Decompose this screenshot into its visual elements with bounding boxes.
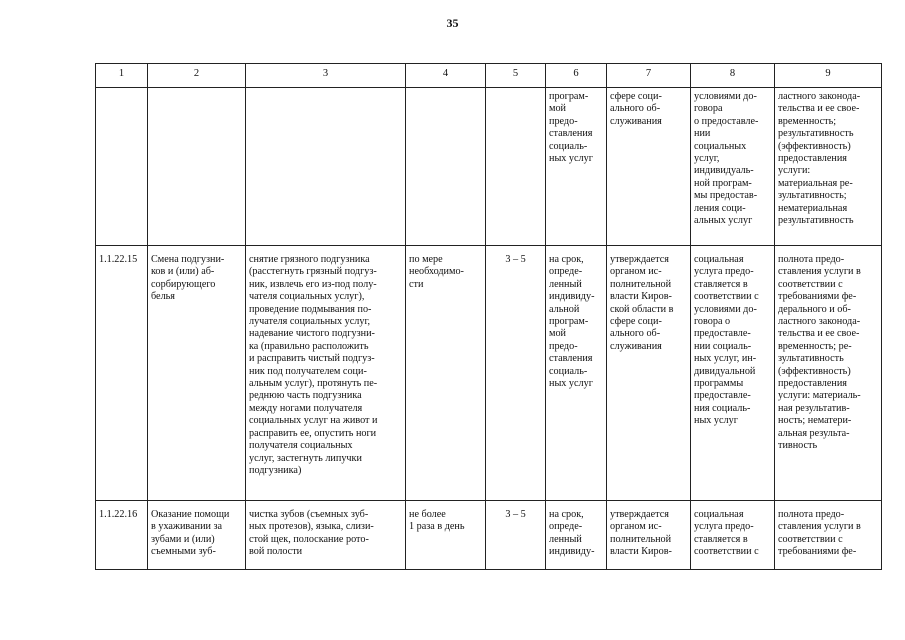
header-cell-5: 5	[486, 64, 546, 88]
header-cell-6: 6	[546, 64, 607, 88]
header-cell-7: 7	[607, 64, 691, 88]
quality-indicators-cell: полнота предо- ставления услуги в соответствии с требованиями фе-	[775, 501, 882, 570]
quality-indicators-cell: ластного законода- тельства и ее свое- временность; результативность (эффективность) предоставления услуги: материальная ре- зультативность; нематериальная результативность	[775, 88, 882, 246]
header-cell-2: 2	[148, 64, 246, 88]
conditions-cell: условиями до- говора о предоставле- нии социальных услуг, индивидуаль- ной програм- мы предостав- ления соци- альных услуг	[691, 88, 775, 246]
service-code-cell: 1.1.22.16	[96, 501, 148, 570]
header-cell-9: 9	[775, 64, 882, 88]
page-number: 35	[446, 16, 459, 30]
service-code-cell: 1.1.22.15	[96, 246, 148, 501]
duration-cell	[486, 88, 546, 246]
service-content-cell: снятие грязного подгузника (расстегнуть грязный подгуз- ник, извлечь его из-под полу- чателя социальных услуг), проведение подмывания по- лучателя социальных услуг, надевание чистого подгузни- ка (правильно расположить и расправить чистый подгуз- ник под получателем соци- альным услуг), протянуть пе- реднюю часть подгузника между ногами получателя социальных услуг на живот и расправить ее, опустить ноги получателя социальных услуг, застегнуть липучки подгузника)	[246, 246, 406, 501]
service-code-cell	[96, 88, 148, 246]
service-name-cell: Оказание помощи в ухаживании за зубами и (или) съемными зуб-	[148, 501, 246, 570]
table-row	[96, 246, 882, 501]
tariff-cell: утверждается органом ис- полнительной власти Киров-	[607, 501, 691, 570]
service-name-cell	[148, 88, 246, 246]
term-cell: на срок, опреде- ленный индивиду- альной програм- мой предо- ставления социаль- ных услуг	[546, 246, 607, 501]
frequency-cell: по мере необходимо- сти	[406, 246, 486, 501]
header-cell-1: 1	[96, 64, 148, 88]
service-content-cell	[246, 88, 406, 246]
term-cell: програм- мой предо- ставления социаль- ных услуг	[546, 88, 607, 246]
conditions-cell: социальная услуга предо- ставляется в соответствии с условиями до- говора о предоставле- нии социаль- ных услуг, ин- дивидуальной программы предоставле- ния социаль- ных услуг	[691, 246, 775, 501]
header-cell-8: 8	[691, 64, 775, 88]
header-cell-3: 3	[246, 64, 406, 88]
quality-indicators-cell: полнота предо- ставления услуги в соответствии с требованиями фе- дерального и об- ластного законода- тельства и ее свое- временность; ре- зультативность (эффективность) предоставления услуги: материаль- ная результатив- ность; нематери- альная результа- тивность	[775, 246, 882, 501]
term-cell: на срок, опреде- ленный индивиду-	[546, 501, 607, 570]
conditions-cell: социальная услуга предо- ставляется в соответствии с	[691, 501, 775, 570]
table-header-row	[96, 64, 882, 88]
services-table	[95, 63, 882, 570]
duration-cell: 3 – 5	[486, 501, 546, 570]
tariff-cell: утверждается органом ис- полнительной власти Киров- ской области в сфере соци- ального об- служивания	[607, 246, 691, 501]
frequency-cell: не более 1 раза в день	[406, 501, 486, 570]
service-name-cell: Смена подгузни- ков и (или) аб- сорбирующего белья	[148, 246, 246, 501]
service-content-cell: чистка зубов (съемных зуб- ных протезов), языка, слизи- стой щек, полоскание рото- вой полости	[246, 501, 406, 570]
header-cell-4: 4	[406, 64, 486, 88]
table-row	[96, 88, 882, 246]
duration-cell: 3 – 5	[486, 246, 546, 501]
table-row	[96, 501, 882, 570]
tariff-cell: сфере соци- ального об- служивания	[607, 88, 691, 246]
frequency-cell	[406, 88, 486, 246]
